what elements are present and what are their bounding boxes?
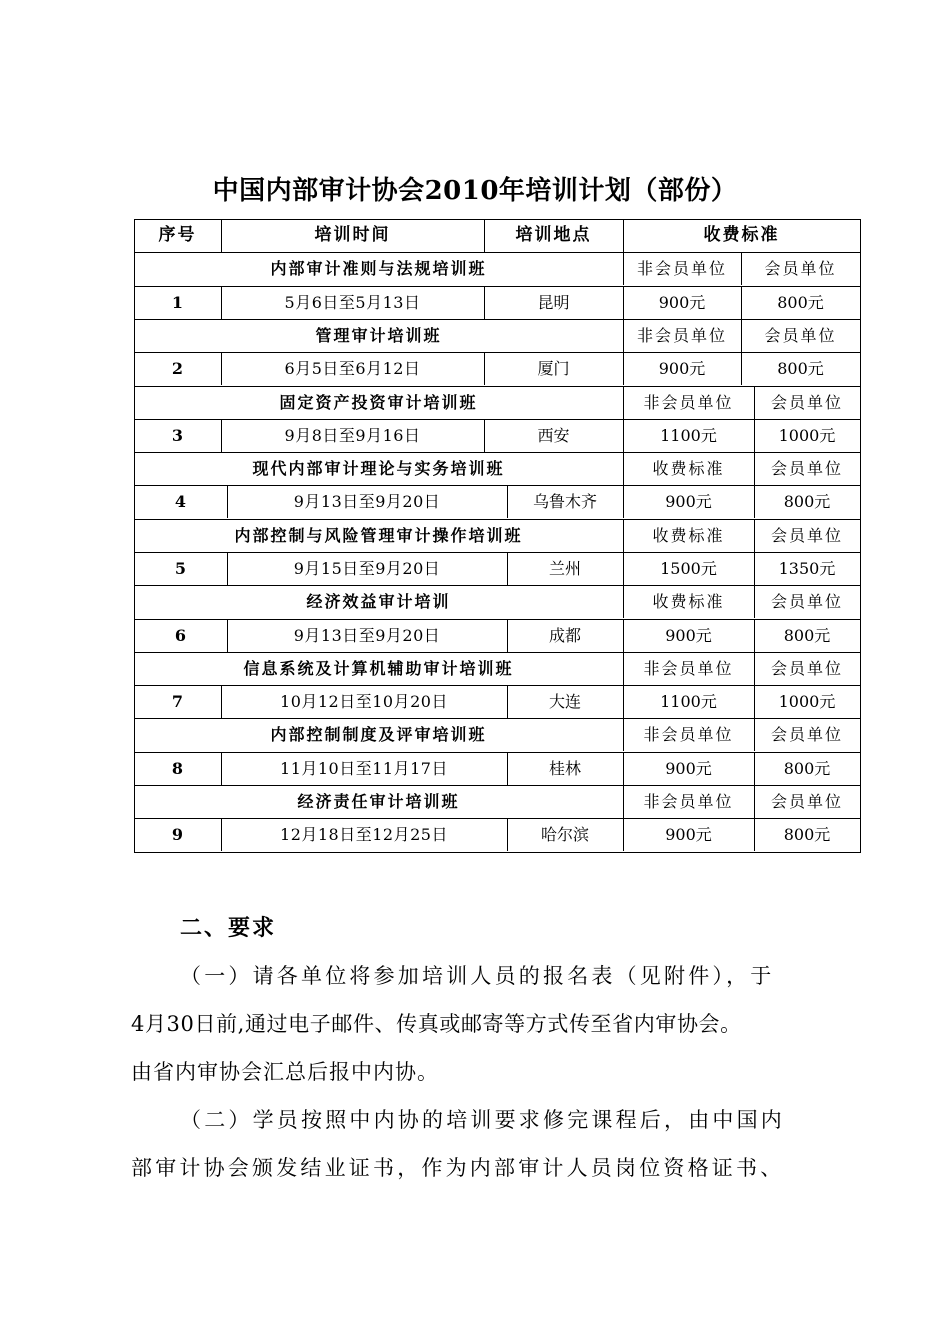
course-detail-row (134, 352, 860, 385)
table-rule (623, 718, 624, 751)
table-rule (623, 785, 624, 818)
course-name: 固定资产投资审计培训班 (279, 393, 478, 412)
table-rule (623, 452, 624, 485)
course-place: 成都 (548, 626, 581, 645)
table-rule (754, 785, 755, 818)
table-rule (754, 519, 755, 552)
fee-label-member: 会员单位 (764, 326, 837, 345)
table-rule (623, 286, 624, 319)
course-name-row (134, 519, 860, 552)
requirements-heading: 二、要求 (180, 915, 277, 941)
table-rule (754, 419, 755, 452)
paragraph-1-line-3: 由省内审协会汇总后报中内协。 (131, 1060, 439, 1084)
course-number: 9 (171, 825, 184, 844)
header-cell: 收费标准 (703, 225, 780, 245)
table-rule (507, 818, 508, 851)
table-rule (623, 818, 624, 851)
course-name: 内部控制与风险管理审计操作培训班 (234, 526, 523, 545)
fee-non-member: 900元 (658, 293, 706, 312)
fee-label-member: 会员单位 (770, 592, 843, 611)
course-name-row (134, 785, 860, 818)
paragraph-1-line-2: 4月30日前,通过电子邮件、传真或邮寄等方式传至省内审协会。 (131, 1012, 742, 1036)
course-place: 昆明 (537, 293, 570, 312)
header-cell: 培训时间 (314, 225, 391, 245)
table-rule (221, 219, 222, 252)
course-time: 9月13日至9月20日 (293, 492, 441, 511)
table-rule (754, 652, 755, 685)
fee-non-member: 1100元 (660, 426, 717, 445)
table-rule (484, 352, 485, 385)
table-rule (221, 685, 222, 718)
fee-label-member: 会员单位 (770, 393, 843, 412)
course-number: 8 (171, 759, 184, 778)
course-number: 7 (171, 692, 184, 711)
fee-label-member: 会员单位 (770, 792, 843, 811)
paragraph-1-line-1: （一）请各单位将参加培训人员的报名表（见附件），于 (180, 964, 775, 988)
table-rule (623, 252, 624, 285)
table-rule (623, 219, 624, 252)
fee-member: 1000元 (778, 426, 836, 445)
course-time: 12月18日至12月25日 (280, 825, 448, 844)
fee-non-member: 900元 (658, 359, 706, 378)
course-detail-row (134, 485, 860, 518)
table-rule (623, 485, 624, 518)
table-rule (754, 685, 755, 718)
paragraph-2-line-2: 部审计协会颁发结业证书，作为内部审计人员岗位资格证书、 (131, 1156, 785, 1180)
course-place: 厦门 (537, 359, 570, 378)
course-name-row (134, 319, 860, 352)
course-time: 6月5日至6月12日 (284, 359, 421, 378)
table-rule (227, 552, 228, 585)
course-name: 经济效益审计培训 (306, 592, 451, 611)
fee-non-member: 900元 (665, 626, 712, 645)
course-detail-row (134, 685, 860, 718)
table-rule (623, 386, 624, 419)
fee-label-non-member: 收费标准 (652, 592, 725, 611)
fee-member: 1350元 (778, 559, 836, 578)
fee-label-non-member: 收费标准 (652, 459, 725, 478)
table-rule (754, 485, 755, 518)
course-detail-row (134, 752, 860, 785)
table-rule (623, 519, 624, 552)
table-rule (221, 419, 222, 452)
table-rule (484, 286, 485, 319)
table-rule (134, 852, 861, 853)
table-rule (741, 352, 742, 385)
course-time: 9月13日至9月20日 (293, 626, 441, 645)
table-rule (754, 552, 755, 585)
table-rule (754, 619, 755, 652)
course-detail-row (134, 286, 860, 319)
fee-label-non-member: 非会员单位 (643, 792, 734, 811)
table-rule (754, 718, 755, 751)
course-name-row (134, 452, 860, 485)
course-name: 内部控制制度及评审培训班 (270, 725, 487, 744)
fee-member: 1000元 (778, 692, 836, 711)
table-rule (860, 219, 861, 853)
fee-label-member: 会员单位 (770, 526, 843, 545)
course-place: 大连 (548, 692, 581, 711)
course-number: 6 (174, 626, 187, 645)
table-rule (227, 619, 228, 652)
table-rule (507, 685, 508, 718)
table-rule (741, 286, 742, 319)
course-time: 9月8日至9月16日 (284, 426, 421, 445)
course-number: 4 (174, 492, 187, 511)
table-rule (623, 619, 624, 652)
fee-member: 800元 (783, 492, 831, 511)
course-detail-row (134, 818, 860, 851)
fee-non-member: 1100元 (660, 692, 717, 711)
table-rule (484, 219, 485, 252)
course-number: 1 (171, 293, 184, 312)
table-header-row (134, 219, 860, 252)
course-name-row (134, 585, 860, 618)
course-time: 5月6日至5月13日 (284, 293, 421, 312)
table-rule (507, 752, 508, 785)
table-rule (221, 752, 222, 785)
course-place: 哈尔滨 (540, 825, 589, 844)
fee-label-member: 会员单位 (770, 725, 843, 744)
course-name: 经济责任审计培训班 (297, 792, 460, 811)
course-place: 桂林 (548, 759, 581, 778)
header-cell: 培训地点 (515, 225, 592, 245)
fee-member: 800元 (777, 293, 824, 312)
fee-member: 800元 (777, 359, 824, 378)
course-number: 2 (171, 359, 184, 378)
fee-label-non-member: 非会员单位 (643, 725, 734, 744)
table-rule (221, 286, 222, 319)
fee-label-non-member: 收费标准 (652, 526, 725, 545)
table-rule (623, 585, 624, 618)
table-rule (227, 485, 228, 518)
table-rule (754, 386, 755, 419)
table-rule (741, 319, 742, 352)
course-place: 兰州 (548, 559, 581, 578)
course-name-row (134, 718, 860, 751)
document-title: 中国内部审计协会2010年培训计划（部份） (212, 176, 738, 206)
table-rule (623, 552, 624, 585)
course-place: 乌鲁木齐 (532, 492, 597, 511)
fee-label-non-member: 非会员单位 (643, 393, 734, 412)
fee-label-member: 会员单位 (764, 259, 837, 278)
course-detail-row (134, 552, 860, 585)
course-detail-row (134, 619, 860, 652)
course-name-row (134, 252, 860, 285)
table-rule (623, 652, 624, 685)
table-rule (507, 485, 508, 518)
fee-non-member: 1500元 (660, 559, 717, 578)
fee-label-non-member: 非会员单位 (636, 326, 727, 345)
fee-member: 800元 (783, 626, 831, 645)
table-rule (134, 219, 135, 853)
course-name: 管理审计培训班 (315, 326, 442, 345)
course-number: 3 (171, 426, 184, 445)
fee-label-non-member: 非会员单位 (643, 659, 734, 678)
course-time: 10月12日至10月20日 (280, 692, 448, 711)
course-time: 11月10日至11月17日 (280, 759, 448, 778)
course-detail-row (134, 419, 860, 452)
fee-non-member: 900元 (665, 825, 712, 844)
table-rule (623, 685, 624, 718)
fee-non-member: 900元 (665, 492, 712, 511)
course-name: 现代内部审计理论与实务培训班 (252, 459, 505, 478)
paragraph-2-line-1: （二）学员按照中内协的培训要求修完课程后，由中国内 (180, 1108, 785, 1132)
course-number: 5 (174, 559, 187, 578)
table-rule (754, 452, 755, 485)
course-name-row (134, 386, 860, 419)
header-cell: 序号 (158, 225, 197, 245)
course-name-row (134, 652, 860, 685)
fee-member: 800元 (783, 759, 831, 778)
course-place: 西安 (537, 426, 570, 445)
fee-non-member: 900元 (665, 759, 712, 778)
fee-label-non-member: 非会员单位 (636, 259, 727, 278)
fee-label-member: 会员单位 (770, 659, 843, 678)
table-rule (221, 352, 222, 385)
table-rule (754, 818, 755, 851)
table-rule (507, 552, 508, 585)
table-rule (754, 752, 755, 785)
table-rule (623, 319, 624, 352)
table-rule (507, 619, 508, 652)
table-rule (741, 252, 742, 285)
table-rule (623, 352, 624, 385)
table-rule (754, 585, 755, 618)
table-rule (623, 752, 624, 785)
fee-label-member: 会员单位 (770, 459, 843, 478)
table-rule (623, 419, 624, 452)
table-rule (221, 818, 222, 851)
course-time: 9月15日至9月20日 (293, 559, 441, 578)
course-name: 信息系统及计算机辅助审计培训班 (243, 659, 514, 678)
course-name: 内部审计准则与法规培训班 (270, 259, 487, 278)
table-rule (484, 419, 485, 452)
fee-member: 800元 (783, 825, 831, 844)
